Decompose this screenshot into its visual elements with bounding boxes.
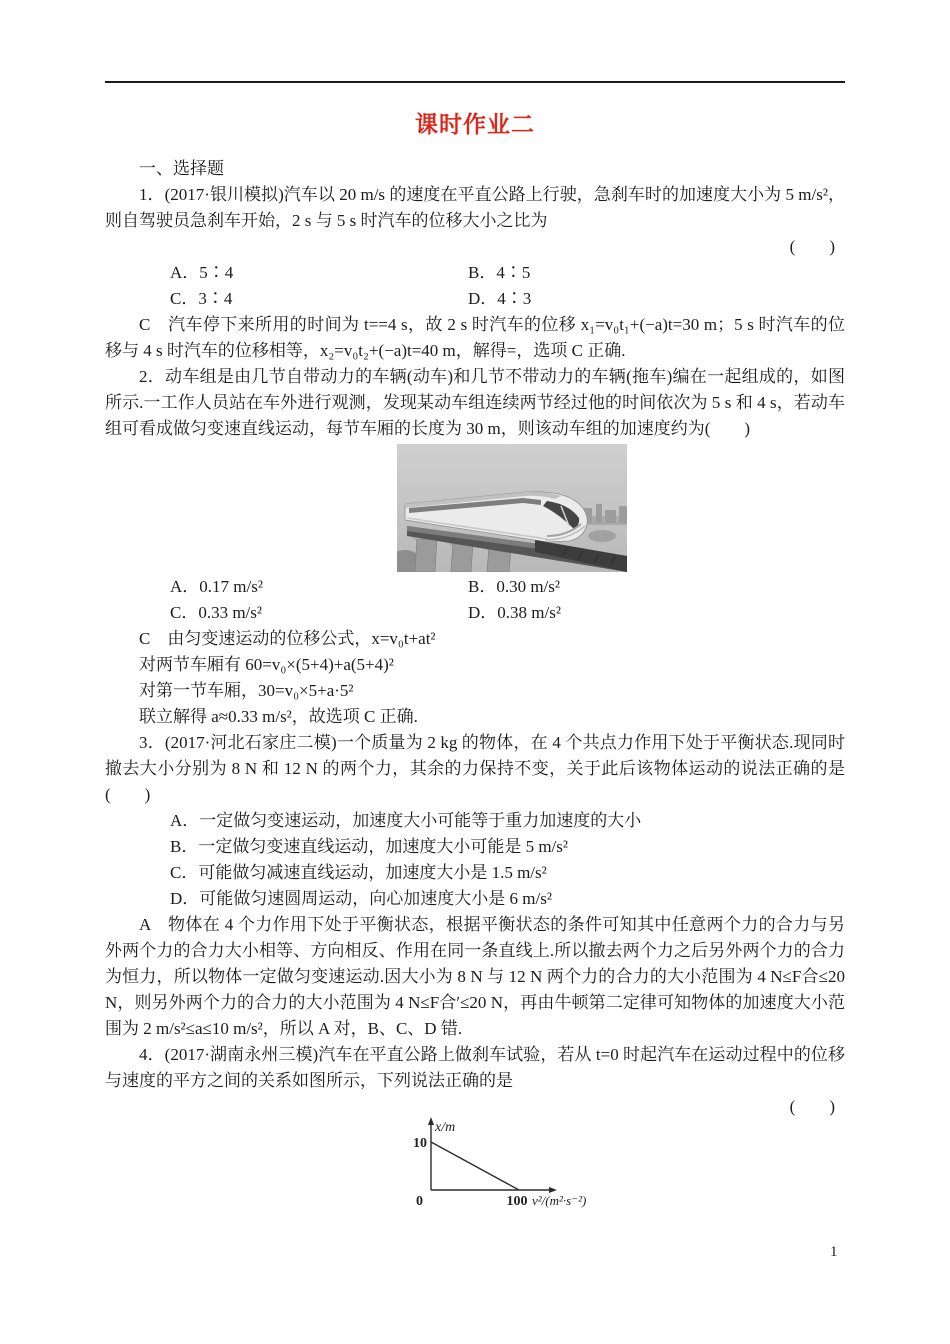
q2-options — [170, 574, 845, 626]
page-title: 课时作业二 — [415, 112, 535, 137]
data-line — [431, 1142, 519, 1190]
q1-options — [170, 260, 845, 312]
q2-option-b: B．0.30 m/s² — [468, 577, 560, 596]
q2-option-c: C．0.33 m/s² — [170, 603, 262, 622]
q2-option-a: A．0.17 m/s² — [170, 577, 263, 596]
content-column — [105, 96, 845, 1216]
displacement-velocity-graph — [405, 1116, 615, 1216]
q3-option-c: C．可能做匀减速直线运动，加速度大小是 1.5 m/s² — [170, 863, 547, 882]
q2-explanation-line-4: 联立解得 a≈0.33 m/s²，故选项 C 正确. — [139, 707, 418, 726]
q2-explanation-line-3: 对第一节车厢，30=v₀×5+a·5² — [139, 681, 354, 700]
q2-explanation-line-2: 对两节车厢有 60=v₀×(5+4)+a(5+4)² — [139, 655, 394, 674]
section-heading: 一、选择题 — [139, 159, 224, 178]
x-axis-label: v²/(m²·s⁻²) — [532, 1193, 587, 1208]
page-number: 1 — [830, 1244, 838, 1260]
train-photo — [397, 444, 627, 572]
x-tick-100: 100 — [506, 1194, 528, 1209]
q1-stem: 1．(2017·银川模拟)汽车以 20 m/s 的速度在平直公路上行驶，急刹车时的加速度大小为 5 m/s²，则自驾驶员急刹车开始，2 s 与 5 s 时汽车的位移大小之比为 — [105, 185, 845, 230]
q1-option-b: B．4∶5 — [468, 263, 531, 282]
x-v2-graph — [405, 1116, 615, 1216]
header-rule — [105, 81, 845, 83]
q2-explanation-line-1: C 由匀变速运动的位移公式，x=v₀t+at² — [139, 629, 436, 648]
q3-stem: 3．(2017·河北石家庄二模)一个质量为 2 kg 的物体，在 4 个共点力作用下处于平衡状态.现同时撤去大小分别为 8 N 和 12 N 的两个力，其余的力保持不变，关于此后该物体运动的说法正确的是( ) — [105, 733, 845, 804]
q1-option-a: A．5∶4 — [170, 263, 234, 282]
q3-explanation: A 物体在 4 个力作用下处于平衡状态，根据平衡状态的条件可知其中任意两个力的合力与另外两个力的合力大小相等、方向相反、作用在同一条直线上.所以撤去两个力之后另外两个力的合力为恒力，所以物体一定做匀变速运动.因大小为 8 N 与 12 N 两个力的合力的大小范围为 4 N≤F合≤20 N，则另外两个力的合力的大小范围为 4 N≤F合′≤20 N，再由牛顿第二定律可知物体的加速度大小范围为 2 m/s²≤a≤10 m/s²，所以 A 对，B、C、D 错. — [105, 915, 845, 1038]
q1-explanation: C 汽车停下来所用的时间为 t==4 s，故 2 s 时汽车的位移 x₁=v₀t₁+(−a)t=30 m；5 s 时汽车的位移与 4 s 时汽车的位移相等，x₂=v₀t₂+(−a)t=40 m，解得=，选项 C 正确. — [105, 315, 845, 360]
q3-option-d: D．可能做匀速圆周运动，向心加速度大小是 6 m/s² — [170, 889, 552, 908]
train-photo-illustration — [397, 444, 627, 572]
q2-option-d: D．0.38 m/s² — [468, 603, 561, 622]
q3-option-a: A．一定做匀变速运动，加速度大小可能等于重力加速度的大小 — [170, 811, 642, 830]
y-axis-arrow — [428, 1117, 434, 1125]
q3-options — [170, 808, 845, 912]
y-tick-10: 10 — [413, 1136, 427, 1151]
origin-label: 0 — [416, 1194, 423, 1209]
y-axis-label: x/m — [435, 1120, 456, 1135]
q4-stem: 4．(2017·湖南永州三模)汽车在平直公路上做刹车试验，若从 t=0 时起汽车在运动过程中的位移与速度的平方之间的关系如图所示，下列说法正确的是 — [105, 1045, 845, 1090]
q1-option-d: D．4∶3 — [468, 289, 532, 308]
q1-option-c: C．3∶4 — [170, 289, 233, 308]
q4-answer-blank: ( ) — [789, 1097, 835, 1116]
q2-stem: 2．动车组是由几节自带动力的车辆(动车)和几节不带动力的车辆(拖车)编在一起组成的，如图所示.一工作人员站在车外进行观测，发现某动车组连续两节经过他的时间依次为 5 s 和 4 s，若动车组可看成做匀变速直线运动，每节车厢的长度为 30 m，则该动车组的加速度约为( ) — [105, 367, 845, 438]
q3-option-b: B．一定做匀变速直线运动，加速度大小可能是 5 m/s² — [170, 837, 568, 856]
q1-answer-blank: ( ) — [789, 237, 835, 256]
